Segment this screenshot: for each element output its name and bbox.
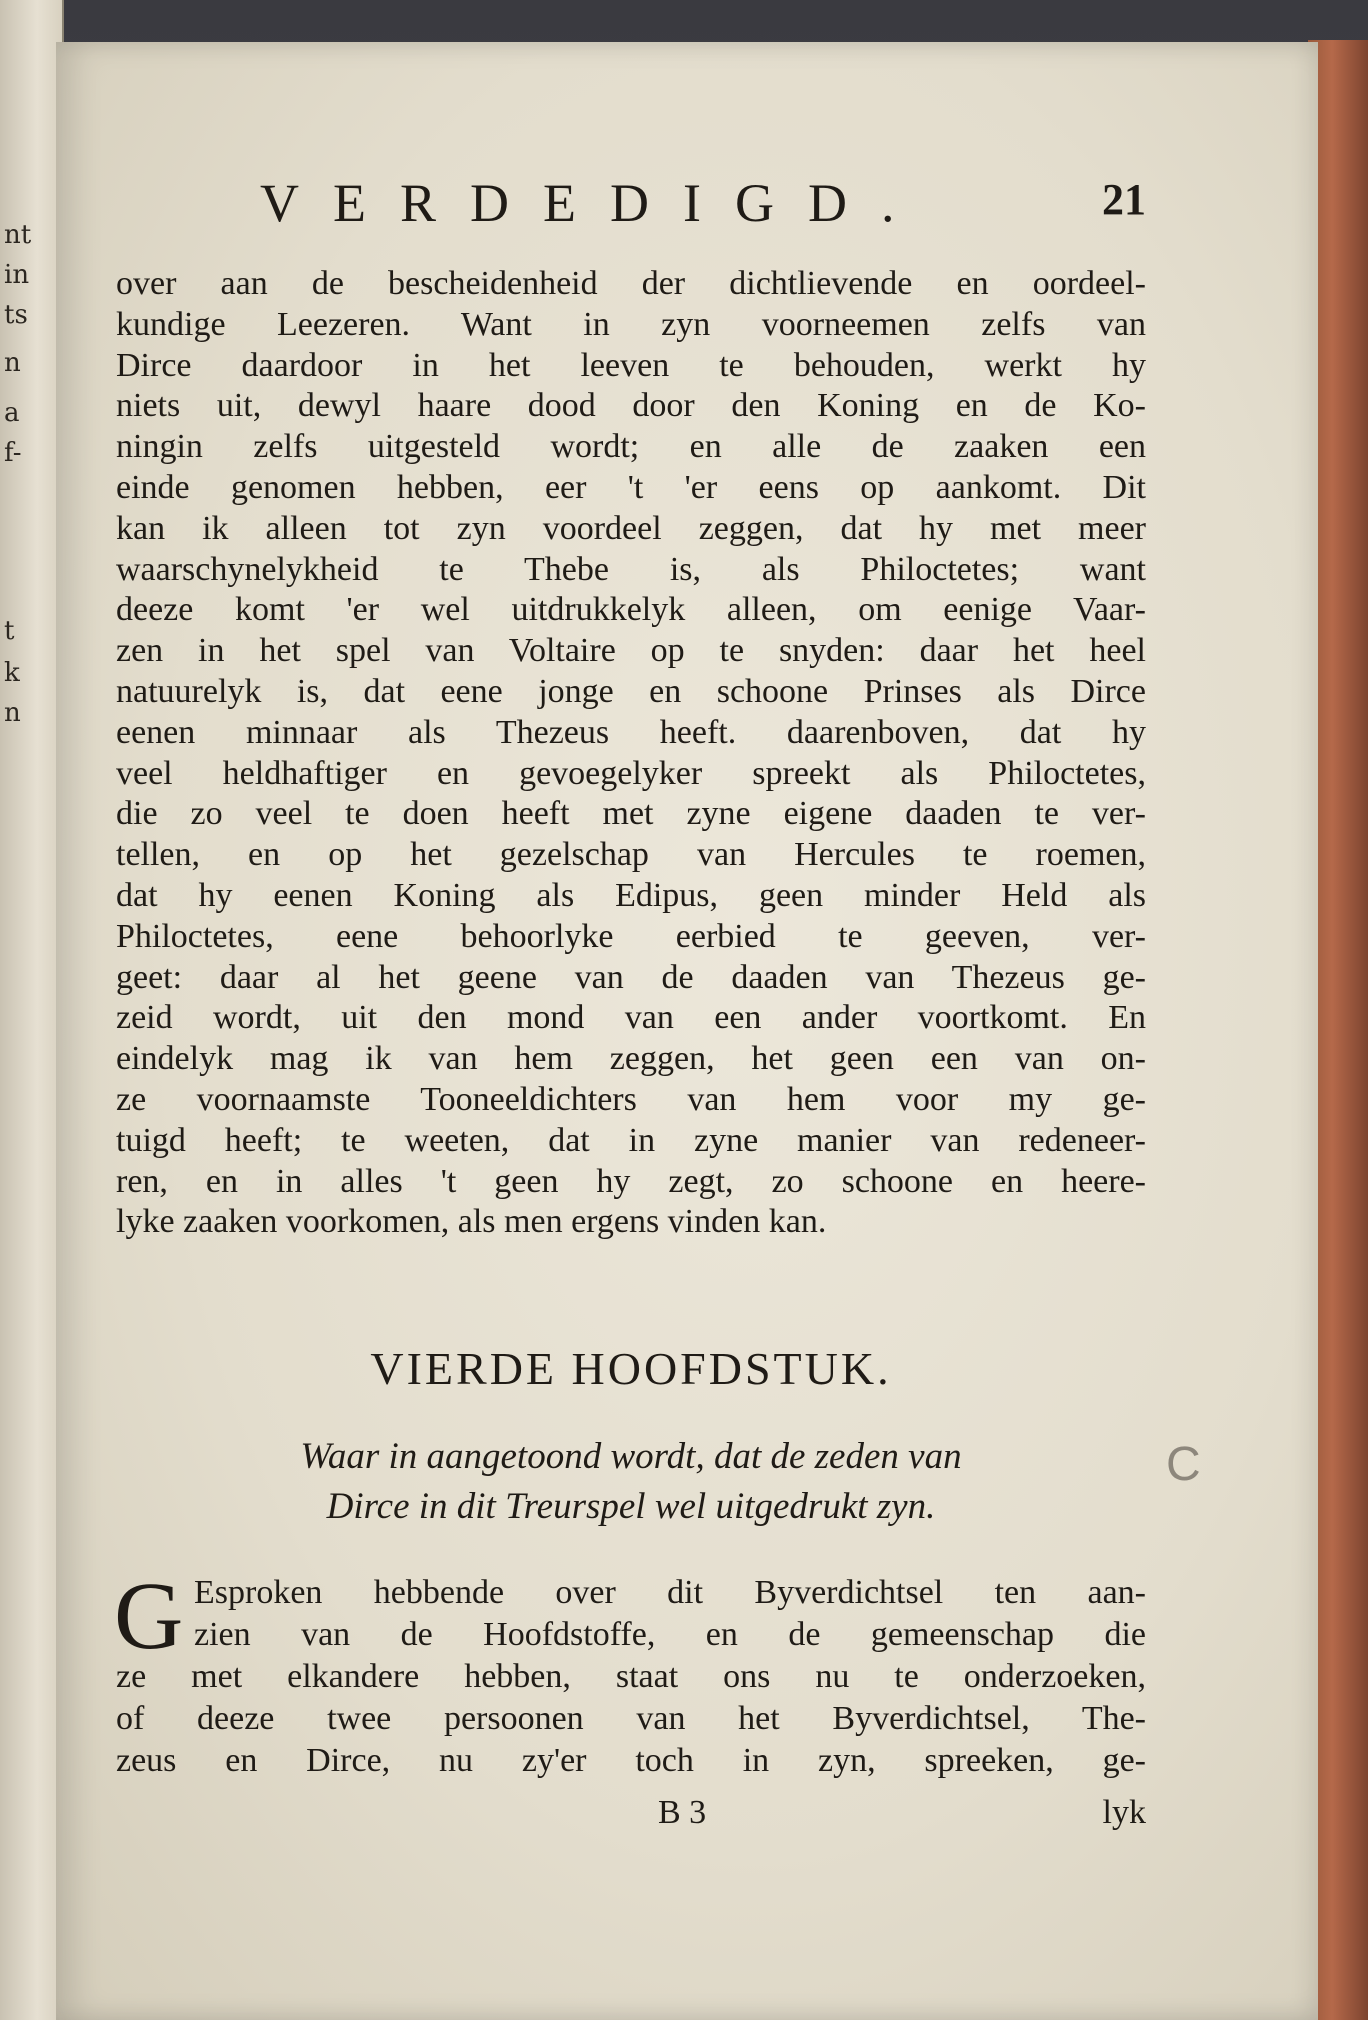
page-header bbox=[206, 172, 1146, 252]
text-line: natuurelyk is, dat eene jonge en schoone Prinses als Dirce bbox=[116, 672, 1146, 710]
text-line: zeid wordt, uit den mond van een ander voortkomt. En bbox=[116, 999, 1146, 1037]
summary-line: Dirce in dit Treurspel wel uitgedrukt zyn. bbox=[326, 1486, 936, 1527]
catchword: lyk bbox=[1102, 1794, 1146, 1831]
text-line: ningin zelfs uitgesteld wordt; en alle de zaaken een bbox=[116, 428, 1146, 466]
facing-page-fragment: nt bbox=[4, 220, 32, 250]
text-line: Esproken hebbende over dit Byverdichtsel ten aan- bbox=[194, 1574, 1146, 1611]
text-line: ze voornaamste Tooneeldichters van hem voor my ge- bbox=[116, 1080, 1146, 1118]
facing-page-edge bbox=[0, 0, 64, 2020]
facing-page-fragment: k bbox=[4, 658, 20, 688]
chapter-opening-text bbox=[114, 1562, 1146, 1782]
text-line: tuigd heeft; te weeten, dat in zyne manier van redeneer- bbox=[116, 1121, 1146, 1159]
drop-cap: G bbox=[114, 1562, 184, 1669]
text-line: ze met elkandere hebben, staat ons nu te onderzoeken, bbox=[116, 1658, 1146, 1695]
text-line: eenen minnaar als Thezeus heeft. daarenboven, dat hy bbox=[116, 713, 1146, 751]
chapter-title: VIERDE HOOFDSTUK. bbox=[370, 1343, 892, 1394]
text-line: veel heldhaftiger en gevoegelyker spreekt als Philoctetes, bbox=[116, 754, 1146, 792]
facing-page-fragment: n bbox=[4, 348, 21, 378]
pencil-margin-mark: C bbox=[1166, 1438, 1201, 1491]
text-line: dat hy eenen Koning als Edipus, geen minder Held als bbox=[116, 876, 1146, 914]
text-line: Philoctetes, eene behoorlyke eerbied te geeven, ver- bbox=[116, 917, 1146, 955]
page-number: 21 bbox=[1102, 175, 1146, 224]
facing-page-fragment: a bbox=[4, 398, 20, 428]
text-line: of deeze twee persoonen van het Byverdichtsel, The- bbox=[116, 1700, 1146, 1737]
text-line: Dirce daardoor in het leeven te behouden, werkt hy bbox=[116, 346, 1146, 384]
text-line: waarschynelykheid te Thebe is, als Philoctetes; want bbox=[116, 550, 1146, 588]
text-line: zen in het spel van Voltaire op te snyden: daar het heel bbox=[116, 632, 1146, 670]
facing-page-fragment: in bbox=[4, 260, 30, 290]
text-line: eindelyk mag ik van hem zeggen, het geen een van on- bbox=[116, 1040, 1146, 1078]
text-line: einde genomen hebben, eer 't 'er eens op aankomt. Dit bbox=[116, 468, 1146, 506]
facing-page-fragment: n bbox=[4, 698, 21, 728]
text-line: over aan de bescheidenheid der dichtlievende en oordeel- bbox=[116, 265, 1146, 302]
body-text bbox=[116, 264, 1146, 1243]
text-line: tellen, en op het gezelschap van Hercules te roemen, bbox=[116, 836, 1146, 874]
facing-page-fragment: ts bbox=[4, 300, 28, 330]
text-line: kundige Leezeren. Want in zyn voorneemen zelfs van bbox=[116, 305, 1146, 343]
signature-mark: B 3 bbox=[658, 1794, 707, 1831]
text-line: die zo veel te doen heeft met zyne eigene daaden te ver- bbox=[116, 795, 1146, 833]
summary-line: Waar in aangetoond wordt, dat de zeden van bbox=[300, 1436, 962, 1477]
chapter-summary bbox=[116, 1432, 1146, 1532]
text-line: zeus en Dirce, nu zy'er toch in zyn, spreeken, ge- bbox=[116, 1742, 1146, 1779]
text-line: deeze komt 'er wel uitdrukkelyk alleen, om eenige Vaar- bbox=[116, 591, 1146, 629]
text-line: lyke zaaken voorkomen, als men ergens vinden kan. bbox=[116, 1203, 827, 1241]
facing-page-fragment: t bbox=[4, 616, 15, 646]
text-line: geet: daar al het geene van de daaden van Thezeus ge- bbox=[116, 958, 1146, 996]
running-head: VERDEDIGD. bbox=[260, 173, 929, 233]
page-footer bbox=[116, 1794, 1146, 1844]
text-line: kan ik alleen tot zyn voordeel zeggen, dat hy met meer bbox=[116, 509, 1146, 547]
text-line: zien van de Hoofdstoffe, en de gemeenschap die bbox=[194, 1616, 1146, 1653]
facing-page-fragment: f- bbox=[4, 438, 22, 468]
text-line: niets uit, dewyl haare dood door den Koning en de Ko- bbox=[116, 387, 1146, 425]
book-page bbox=[56, 42, 1318, 2020]
text-line: ren, en in alles 't geen hy zegt, zo schoone en heere- bbox=[116, 1162, 1146, 1200]
